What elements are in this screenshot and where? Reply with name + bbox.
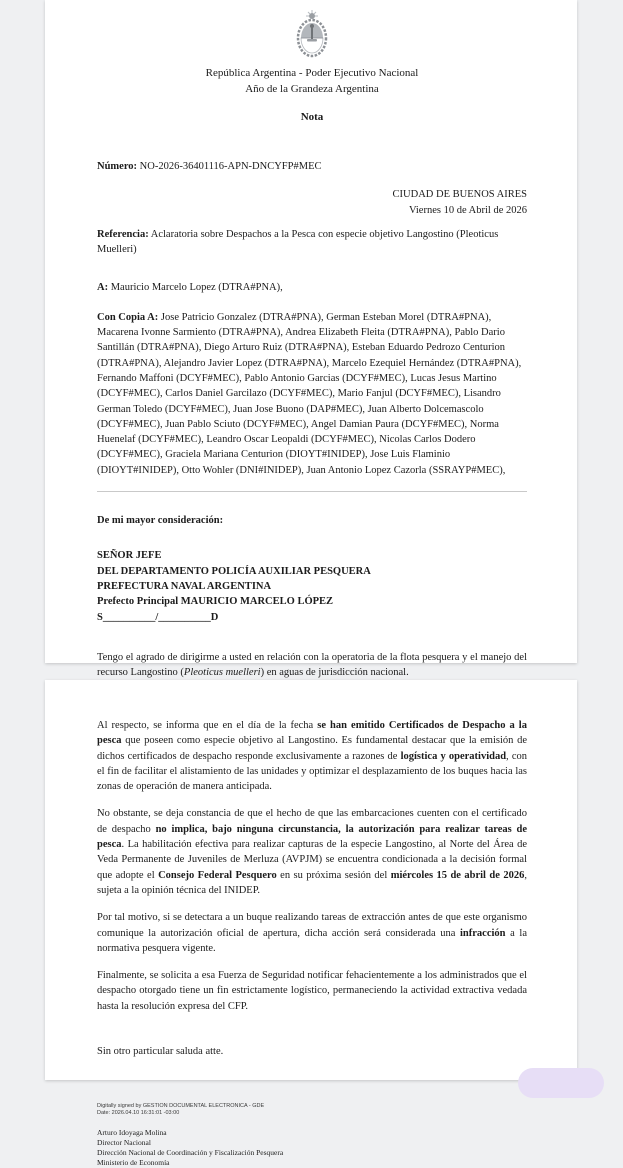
signer-ministry: Ministerio de Economía <box>97 1158 170 1168</box>
city-line: CIUDAD DE BUENOS AIRES <box>392 189 527 201</box>
address-line-2: DEL DEPARTAMENTO POLICÍA AUXILIAR PESQUERA <box>97 565 371 577</box>
signer-title: Director Nacional <box>97 1138 151 1148</box>
year-line: Año de la Grandeza Argentina <box>245 83 379 95</box>
opening-text-end: ) en aguas de jurisdicción nacional. <box>260 667 409 679</box>
document-page-1 <box>45 0 577 679</box>
opening-text: Tengo el agrado de dirigirme a usted en relación con la operatoria de la flota pesquera y el manejo del recurso Langostino ( <box>97 651 527 679</box>
address-line-3: PREFECTURA NAVAL ARGENTINA <box>97 580 272 592</box>
signer-block <box>97 1128 527 1168</box>
date-line: Viernes 10 de Abril de 2026 <box>408 204 527 216</box>
p2-text-2: . La habilitación efectiva para realizar capturas de la especie Langostino, al Norte del Área de Veda Permanente de Juveniles de Merluza (AVPJM) se encuentra condicionada a la decisión formal que adopte el <box>97 839 527 881</box>
p1-text-2: que poseen como especie objetivo al Langostino. Es fundamental destacar que la emisión de dichos certificados de despacho responde exclusivamente a razones de <box>97 735 527 762</box>
cc-value: Jose Patricio Gonzalez (DTRA#PNA), German Esteban Morel (DTRA#PNA), Macarena Ivonne Sarmiento (DTRA#PNA), Andrea Elizabeth Fleita (DTRA#PNA), Pablo Dario Santillán (DTRA#PNA), Diego Arturo Ruiz (DTRA#PNA), Esteban Eduardo Pedrozo Centurion (DTRA#PNA), Alejandro Javier Lopez (DTRA#PNA), Marcelo Ezequiel Hernández (DTRA#PNA), Fernando Maffoni (DCYF#MEC), Pablo Antonio Garcias (DCYF#MEC), Lucas Jesus Martino (DCYF#MEC), Carlos Daniel Garcilazo (DCYF#MEC), Mario Fanjul (DCYF#MEC), Lisandro German Toledo (DCYF#MEC), Juan Jose Buono (DAP#MEC), Juan Alberto Dolcemascolo (DCYF#MEC), Juan Pablo Sciuto (DCYF#MEC), Angel Damian Paura (DCYF#MEC), Norma Huenelaf (DCYF#MEC), Leandro Oscar Leopaldi (DCYF#MEC), Nicolas Carlos Dodero (DCYF#MEC), Graciela Mariana Centurion (DIOYT#INIDEP), Jose Luis Flaminio (DIOYT#INIDEP), Otto Wohler (DNI#INIDEP), Juan Antonio Lopez Cazorla (SSRAYP#MEC), <box>97 311 522 476</box>
species-latin-name: Pleoticus muelleri <box>183 667 261 679</box>
referencia-label: Referencia: <box>97 228 149 240</box>
to-value: Mauricio Marcelo Lopez (DTRA#PNA), <box>110 282 283 294</box>
numero-label: Número: <box>97 161 138 172</box>
p1-bold-certificados: se han emitido Certificados de Despacho a la pesca <box>97 720 527 747</box>
p1-bold-logistica: logística y operatividad <box>400 750 507 762</box>
signer-office: Dirección Nacional de Coordinación y Fiscalización Pesquera <box>97 1148 284 1158</box>
p3-text: Por tal motivo, si se detectara a un buque realizando tareas de extracción antes de que este organismo comunique la autorización oficial de apertura, dicha acción será considerada una <box>97 912 527 939</box>
p1-text: Al respecto, se informa que en el día de la fecha <box>97 720 318 731</box>
stamp-signed-by: Digitally signed by GESTION DOCUMENTAL ELECTRONICA - GDE <box>97 1103 265 1110</box>
address-block <box>97 548 527 624</box>
body-paragraph-2 <box>97 806 527 898</box>
doc-type-title: Nota <box>300 111 324 123</box>
p2-text-4: , sujeta a la opinión técnica del INIDEP. <box>97 869 527 896</box>
divider <box>97 491 527 492</box>
signer-name: Arturo Idoyaga Molina <box>97 1128 167 1138</box>
address-line-4: Prefecto Principal MAURICIO MARCELO LÓPEZ <box>97 596 334 608</box>
referencia-line <box>97 227 527 258</box>
coat-of-arms-argentina <box>97 10 527 65</box>
p1-text-3: , con el fin de facilitar el alistamiento de las unidades y optimizar el desplazamiento de los buques hacia las zonas de operación de manera anticipada. <box>97 750 527 793</box>
address-line-5: S__________/__________D <box>97 611 219 623</box>
p2-bold-fecha-sesion: miércoles 15 de abril de 2026 <box>390 869 525 881</box>
cc-label: Con Copia A: <box>97 311 159 323</box>
document-page-2 <box>45 680 577 1168</box>
salutation: De mi mayor consideración: <box>97 515 224 527</box>
to-label: A: <box>97 282 109 294</box>
recipient-line <box>97 280 527 295</box>
p2-text-3: en su próxima sesión del <box>276 869 391 881</box>
city-date-block <box>97 187 527 218</box>
org-line: República Argentina - Poder Ejecutivo Nacional <box>205 67 419 79</box>
body-paragraph-3 <box>97 910 527 956</box>
body-paragraph-4: Finalmente, se solicita a esa Fuerza de Seguridad notificar fehacientemente a los administrados que el despacho otorgado tiene un fin estrictamente logístico, permaneciendo la actividad extractiva vedada hasta la resolución expresa del CFP. <box>97 970 527 1012</box>
coat-of-arms-icon <box>291 10 333 60</box>
p3-bold-infraccion: infracción <box>460 927 506 939</box>
body-paragraph-1 <box>97 718 527 794</box>
digital-signature-stamp <box>97 1103 527 1116</box>
p3-text-2: a la normativa pesquera vigente. <box>97 927 527 954</box>
cc-block <box>97 310 527 478</box>
p2-bold-no-implica: no implica, bajo ninguna circunstancia, la autorización para realizar tareas de pesca <box>97 823 527 851</box>
body-paragraph-opening <box>97 650 527 681</box>
referencia-value: Aclaratoria sobre Despachos a la Pesca con especie objetivo Langostino (Pleoticus Muelleri) <box>97 228 499 256</box>
p2-text: No obstante, se deja constancia de que el hecho de que las embarcaciones cuenten con el certificado de despacho <box>97 808 527 835</box>
closing-line: Sin otro particular saluda atte. <box>97 1046 224 1058</box>
p2-bold-cfp: Consejo Federal Pesquero <box>158 869 277 881</box>
stamp-date: Date: 2026.04.10 16:31:01 -03:00 <box>97 1109 180 1116</box>
address-line-1: SEÑOR JEFE <box>97 550 162 562</box>
numero-value: NO-2026-36401116-APN-DNCYFP#MEC <box>139 161 322 172</box>
numero-line <box>97 159 527 174</box>
floating-action-button[interactable] <box>518 1068 604 1098</box>
